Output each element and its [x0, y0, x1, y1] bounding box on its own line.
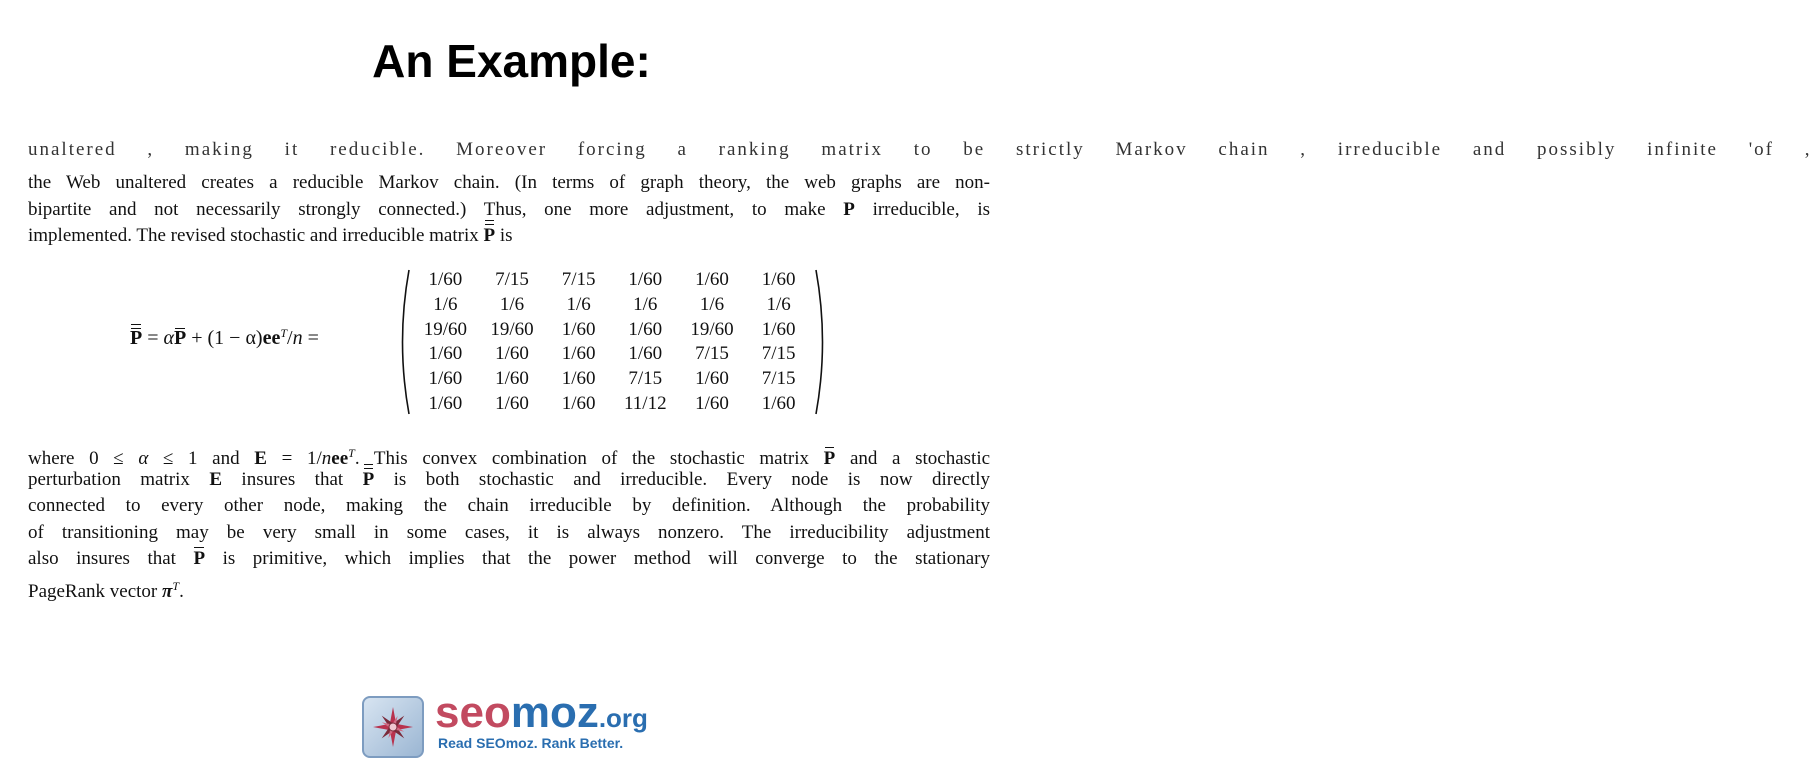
matrix-cell: 1/60	[561, 367, 596, 389]
matrix-cell: 1/6	[766, 293, 791, 315]
paragraph-line: bipartite and not necessarily strongly connected.) Thus, one more adjustment, to make P irreducible, is	[28, 198, 991, 220]
compass-star-icon	[362, 696, 424, 758]
matrix-cell: 1/60	[761, 269, 796, 291]
matrix-row	[412, 367, 812, 392]
matrix-cell: 7/15	[495, 269, 529, 291]
matrix-cell: 1/60	[695, 392, 729, 414]
matrix-cell: 1/60	[695, 269, 729, 291]
matrix-cell: 1/60	[495, 392, 529, 414]
matrix-row	[412, 342, 812, 367]
matrix-row	[412, 268, 812, 293]
paragraph-line: the Web unaltered creates a reducible Markov chain. (In terms of graph theory, the web graphs are non-	[28, 172, 990, 193]
left-parenthesis	[394, 268, 412, 416]
paragraph-line: perturbation matrix E insures that P is both stochastic and irreducible. Every node is now directly	[28, 467, 990, 494]
matrix-cell: 19/60	[423, 318, 467, 340]
matrix-cell: 1/60	[561, 343, 596, 365]
logo-wordmark: seomoz.org	[435, 688, 648, 737]
paragraph-line: also insures that P is primitive, which implies that the power method will converge to the stationary	[28, 546, 990, 573]
paragraph-line: where 0 ≤ α ≤ 1 and E = 1/nee$^T$. This convex combination of the stochastic matrix P and a stochastic	[28, 440, 990, 467]
seomoz-logo	[362, 688, 662, 757]
matrix-cell: 1/60	[561, 318, 596, 340]
logo-tagline: Read SEOmoz. Rank Better.	[438, 735, 624, 751]
matrix-cell: 7/15	[761, 367, 796, 389]
matrix-cell: 1/60	[428, 392, 463, 414]
matrix-cell: 1/6	[499, 293, 525, 315]
matrix-cell: 19/60	[690, 318, 734, 340]
matrix-cell: 1/6	[633, 293, 658, 315]
matrix-cell: 7/15	[761, 343, 796, 365]
matrix-cell: 1/60	[761, 392, 796, 414]
matrix-cell: 1/6	[566, 293, 591, 315]
paragraph-explanation	[28, 440, 991, 602]
matrix-cell: 7/15	[695, 343, 729, 365]
transition-matrix	[412, 268, 812, 416]
matrix-cell: 1/60	[628, 318, 663, 340]
paragraph-line: connected to every other node, making the chain irreducible by definition. Although the probability	[28, 495, 990, 516]
math-symbol: P	[843, 198, 855, 220]
matrix-cell: 1/60	[628, 343, 663, 365]
paragraph-intro	[28, 170, 990, 250]
matrix-cell: 1/60	[628, 269, 663, 291]
matrix-cell: 1/60	[561, 392, 596, 414]
matrix-cell: 1/60	[495, 367, 529, 389]
equation-lhs: $P = \alpha P + (1 - \alpha)ee^T/n$ =	[130, 326, 319, 349]
matrix-cell: 1/60	[428, 343, 463, 365]
clipped-text-line	[28, 139, 1812, 166]
matrix-cell: 1/60	[428, 367, 463, 389]
matrix-cell: 1/60	[428, 269, 463, 291]
matrix-cell: 1/60	[495, 343, 529, 365]
matrix-row	[412, 391, 812, 416]
paragraph-line: implemented. The revised stochastic and irreducible matrix P is	[28, 223, 990, 250]
matrix-row	[412, 317, 812, 342]
matrix-cell: 1/60	[695, 367, 729, 389]
slide-title: An Example:	[372, 35, 651, 87]
right-parenthesis	[813, 268, 831, 416]
matrix-cell: 1/6	[699, 293, 725, 315]
matrix-cell: 11/12	[624, 392, 667, 414]
equation-block	[130, 262, 850, 424]
matrix-cell: 19/60	[490, 318, 534, 340]
matrix-cell: 1/60	[761, 318, 796, 340]
matrix-row	[412, 293, 812, 318]
matrix-cell: 1/6	[433, 293, 458, 315]
math-symbol: P	[484, 223, 496, 250]
matrix-cell: 7/15	[628, 367, 663, 389]
clipped-text: unaltered , making it reducible. Moreover forcing a ranking matrix to be strictly Markov chain , irreducible and possibly infinite 'of ,	[28, 139, 1812, 160]
paragraph-line: of transitioning may be very small in some cases, it is always nonzero. The irreducibility adjustment	[28, 521, 990, 543]
paragraph-line: PageRank vector $\pi^T$.	[28, 578, 184, 602]
matrix-cell: 7/15	[561, 269, 596, 291]
